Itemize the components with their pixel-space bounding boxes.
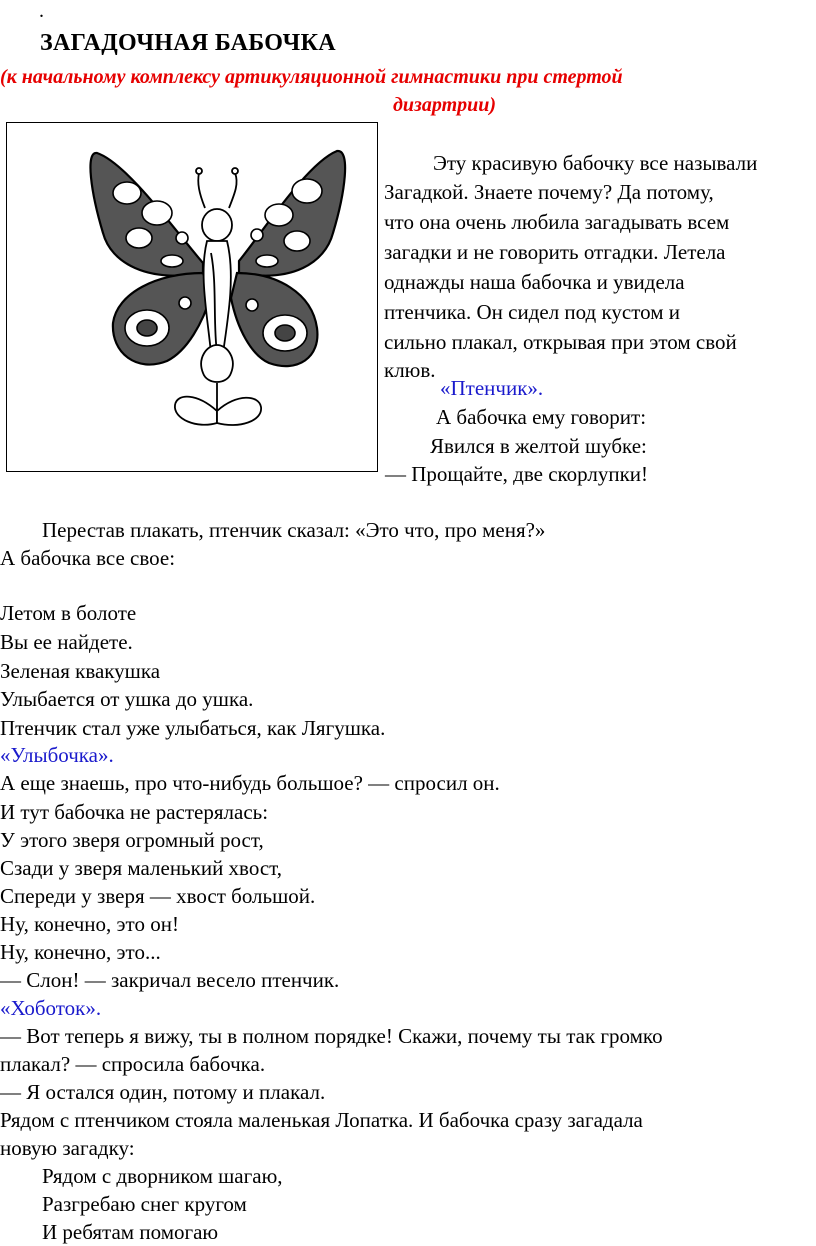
poem-line: У этого зверя огромный рост,: [0, 828, 264, 852]
butterfly-illustration: [7, 123, 379, 473]
poem-line: Рядом с дворником шагаю,: [42, 1164, 283, 1188]
story-line: Эту красивую бабочку все называли: [433, 151, 758, 175]
poem-line: Летом в болоте: [0, 601, 137, 625]
page-mark: .: [39, 0, 44, 22]
story-line: — Я остался один, потому и плакал.: [0, 1080, 326, 1104]
story-line: однажды наша бабочка и увидела: [384, 270, 685, 294]
story-line: сильно плакал, открывая при этом свой: [384, 330, 737, 354]
story-line: — Вот теперь я вижу, ты в полном порядке! Скажи, почему ты так громко: [0, 1024, 663, 1048]
poem-line: Сзади у зверя маленький хвост,: [0, 856, 283, 880]
poem-line: Улыбается от ушка до ушка.: [0, 687, 254, 711]
story-line: плакал? — спросила бабочка.: [0, 1052, 266, 1076]
poem-line: Явился в желтой шубке:: [430, 434, 647, 458]
story-line: И тут бабочка не растерялась:: [0, 800, 269, 824]
poem-line: Зеленая квакушка: [0, 659, 161, 683]
page-title: ЗАГАДОЧНАЯ БАБОЧКА: [40, 30, 336, 56]
story-line: клюв.: [384, 358, 436, 382]
flower: [175, 345, 261, 425]
illustration-frame: [6, 122, 378, 472]
story-line: Птенчик стал уже улыбаться, как Лягушка.: [0, 716, 386, 740]
story-line: Перестав плакать, птенчик сказал: «Это что, про меня?»: [42, 518, 546, 542]
story-line: Загадкой. Знаете почему? Да потому,: [384, 180, 714, 204]
poem-line: — Прощайте, две скорлупки!: [385, 462, 649, 486]
poem-line: А бабочка ему говорит:: [436, 405, 647, 429]
exercise-title: «Хоботок».: [0, 996, 102, 1020]
story-line: новую загадку:: [0, 1136, 135, 1160]
subtitle-line-1: (к начальному комплексу артикуляционной гимнастики при стертой: [0, 66, 623, 88]
poem-line: Вы ее найдете.: [0, 630, 133, 654]
exercise-title: «Улыбочка».: [0, 743, 114, 767]
story-line: — Слон! — закричал весело птенчик.: [0, 968, 340, 992]
poem-line: Ну, конечно, это...: [0, 940, 161, 964]
poem-line: Разгребаю снег кругом: [42, 1192, 247, 1216]
story-line: А еще знаешь, про что-нибудь большое? — спросил он.: [0, 771, 500, 795]
subtitle-line-2: дизартрии): [393, 94, 497, 116]
story-line: что она очень любила загадывать всем: [384, 210, 730, 234]
story-line: Рядом с птенчиком стояла маленькая Лопатка. И бабочка сразу загадала: [0, 1108, 643, 1132]
poem-line: Спереди у зверя — хвост большой.: [0, 884, 316, 908]
story-line: загадки и не говорить отгадки. Летела: [384, 240, 726, 264]
story-line: А бабочка все свое:: [0, 546, 176, 570]
story-line: птенчика. Он сидел под кустом и: [384, 300, 680, 324]
poem-line: Ну, конечно, это он!: [0, 912, 179, 936]
exercise-title: «Птенчик».: [440, 376, 544, 400]
poem-line: И ребятам помогаю: [42, 1220, 219, 1244]
